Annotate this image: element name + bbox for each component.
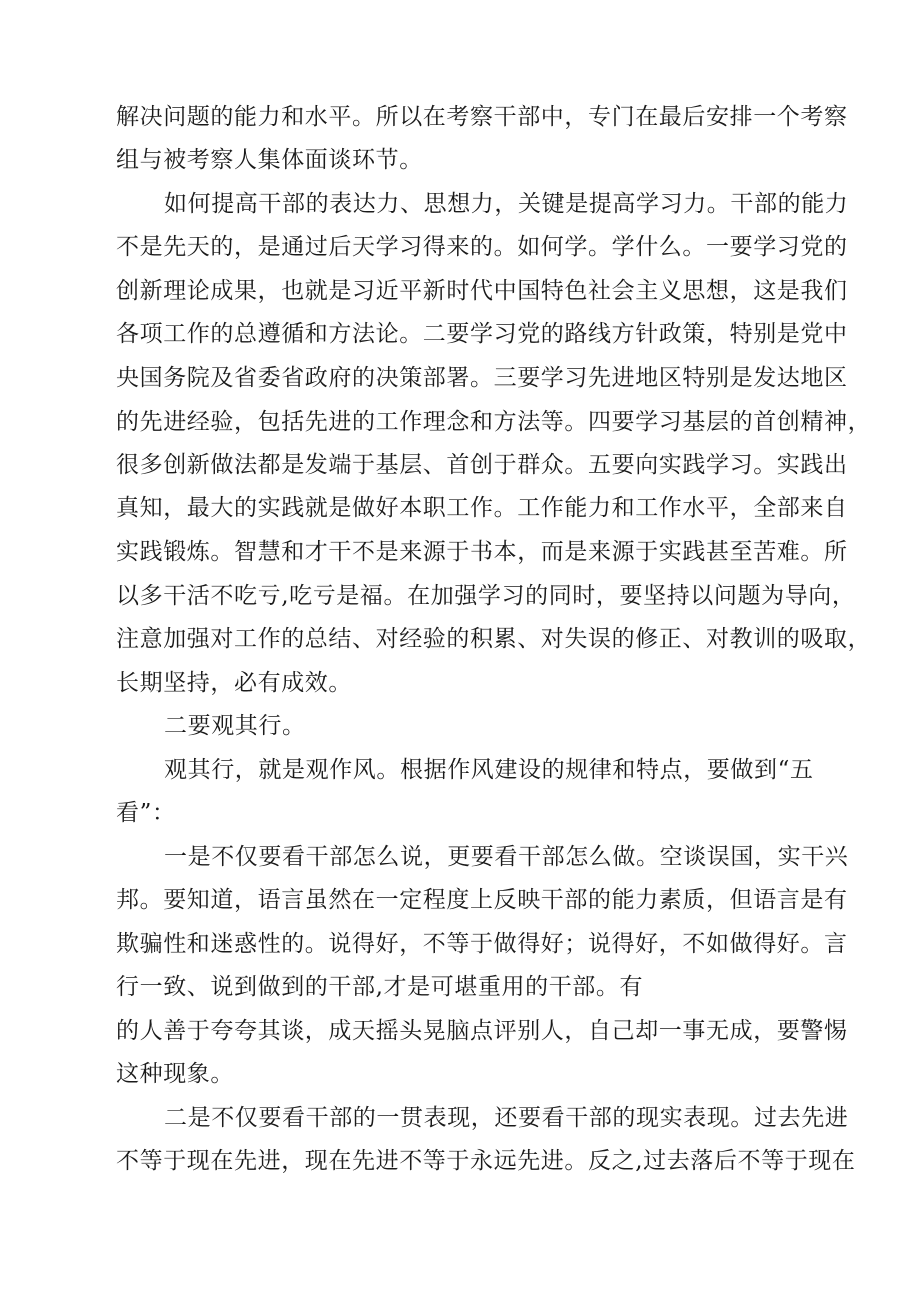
text-line-14: 长期坚持，必有成效。 (116, 670, 352, 696)
text-line-24: 二是不仅要看干部的一贯表现，还要看干部的现实表现。过去先进 (164, 1105, 849, 1131)
text-line-19: 邦。要知道，语言虽然在一定程度上反映干部的能力素质，但语言是有 (116, 887, 848, 913)
text-line-17: 看”： (116, 800, 176, 826)
text-line-8: 的先进经验，包括先进的工作理念和方法等。四要学习基层的首创精神， (116, 409, 872, 435)
text-line-13: 注意加强对工作的总结、对经验的积累、对失误的修正、对教训的吸取， (116, 626, 872, 652)
text-line-12: 以多干活不吃亏,吃亏是福。在加强学习的同时，要坚持以问题为导向， (116, 583, 856, 609)
text-line-18: 一是不仅要看干部怎么说，更要看干部怎么做。空谈误国，实干兴 (164, 844, 849, 870)
text-line-25: 不等于现在先进，现在先进不等于永远先进。反之,过去落后不等于现在 (116, 1148, 856, 1174)
text-line-6: 各项工作的总遵循和方法论。二要学习党的路线方针政策，特别是党中 (116, 321, 848, 347)
text-line-20: 欺骗性和迷惑性的。说得好，不等于做得好；说得好，不如做得好。言 (116, 931, 848, 957)
text-line-16: 观其行，就是观作风。根据作风建设的规律和特点，要做到“五 (164, 757, 814, 783)
section-heading: 二要观其行。 (164, 713, 306, 739)
text-line-1: 解决问题的能力和水平。所以在考察干部中，专门在最后安排一个考察 (116, 104, 848, 130)
text-line-21: 行一致、说到做到的干部,才是可堪重用的干部。有 (116, 974, 644, 1000)
text-line-22: 的人善于夸夸其谈，成天摇头晃脑点评别人，自己却一事无成，要警惕 (116, 1018, 848, 1044)
text-line-5: 创新理论成果，也就是习近平新时代中国特色社会主义思想，这是我们 (116, 278, 848, 304)
text-line-2: 组与被考察人集体面谈环节。 (116, 147, 423, 173)
text-line-9: 很多创新做法都是发端于基层、首创于群众。五要向实践学习。实践出 (116, 452, 848, 478)
text-line-7: 央国务院及省委省政府的决策部署。三要学习先进地区特别是发达地区 (116, 365, 848, 391)
text-line-23: 这种现象。 (116, 1061, 234, 1087)
text-line-10: 真知，最大的实践就是做好本职工作。工作能力和工作水平，全部来自 (116, 495, 848, 521)
text-line-3: 如何提高干部的表达力、思想力，关键是提高学习力。干部的能力 (164, 191, 849, 217)
text-line-4: 不是先天的，是通过后天学习得来的。如何学。学什么。一要学习党的 (116, 234, 848, 260)
text-line-11: 实践锻炼。智慧和才干不是来源于书本，而是来源于实践甚至苦难。所 (116, 539, 848, 565)
